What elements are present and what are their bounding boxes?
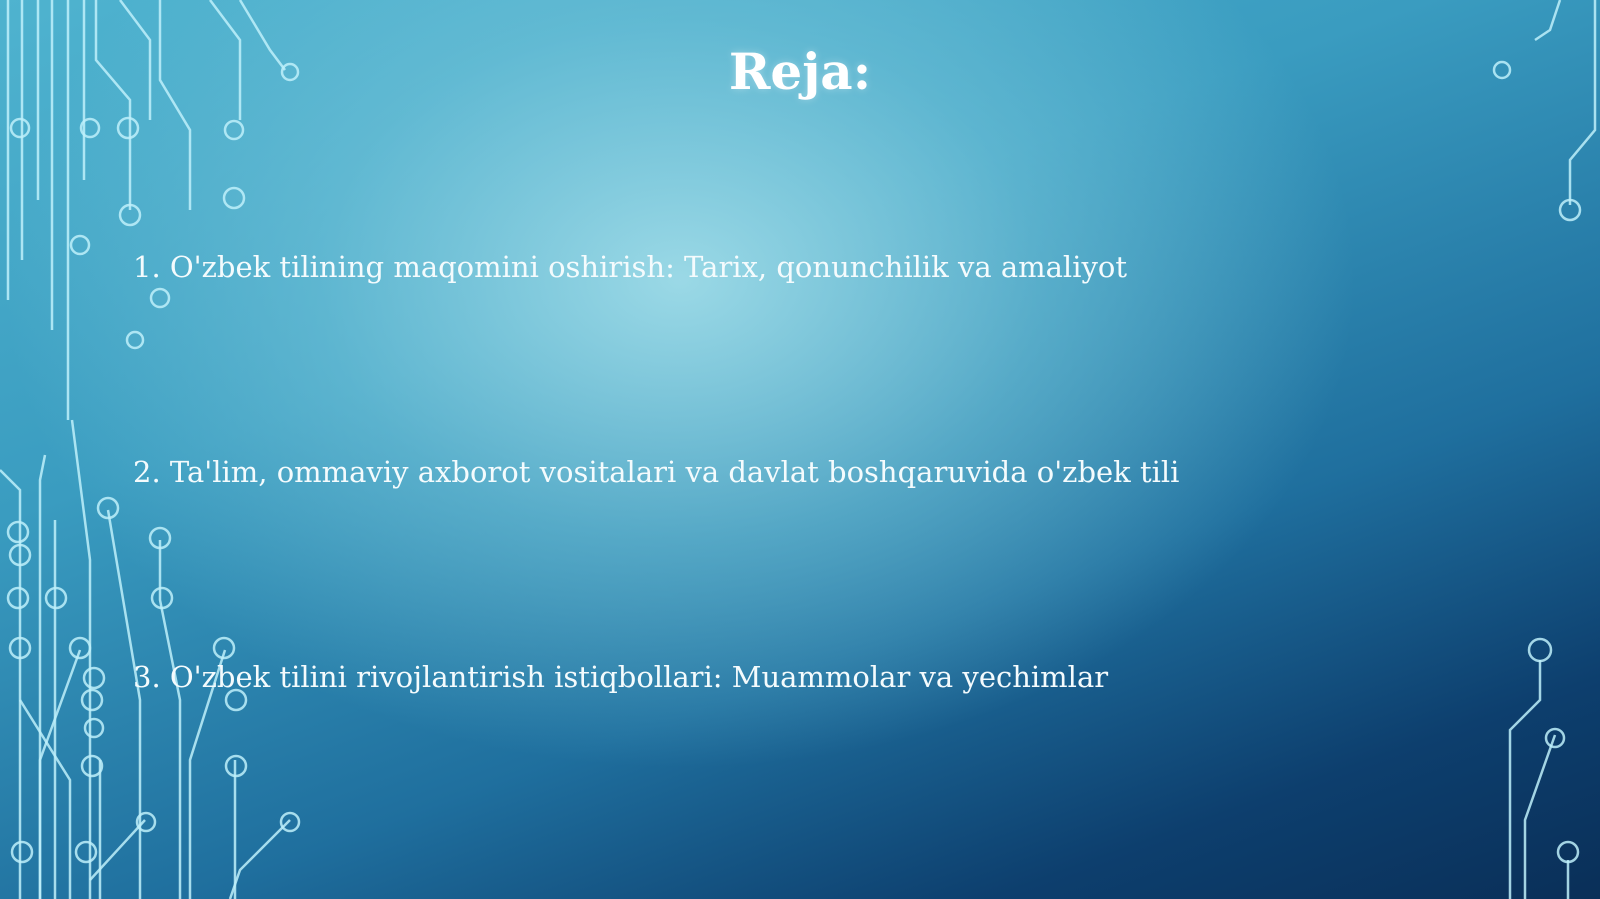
circuit-decoration-left [0, 0, 320, 899]
plan-item-1: 1. O'zbek tilining maqomini oshirish: Tarix, qonunchilik va amaliyot [133, 250, 1127, 284]
slide-title: Reja: [728, 42, 872, 101]
plan-item-2: 2. Ta'lim, ommaviy axborot vositalari va davlat boshqaruvida o'zbek tili [133, 455, 1180, 489]
plan-item-3: 3. O'zbek tilini rivojlantirish istiqbollari: Muammolar va yechimlar [133, 660, 1109, 694]
circuit-decoration-right [1480, 0, 1600, 899]
